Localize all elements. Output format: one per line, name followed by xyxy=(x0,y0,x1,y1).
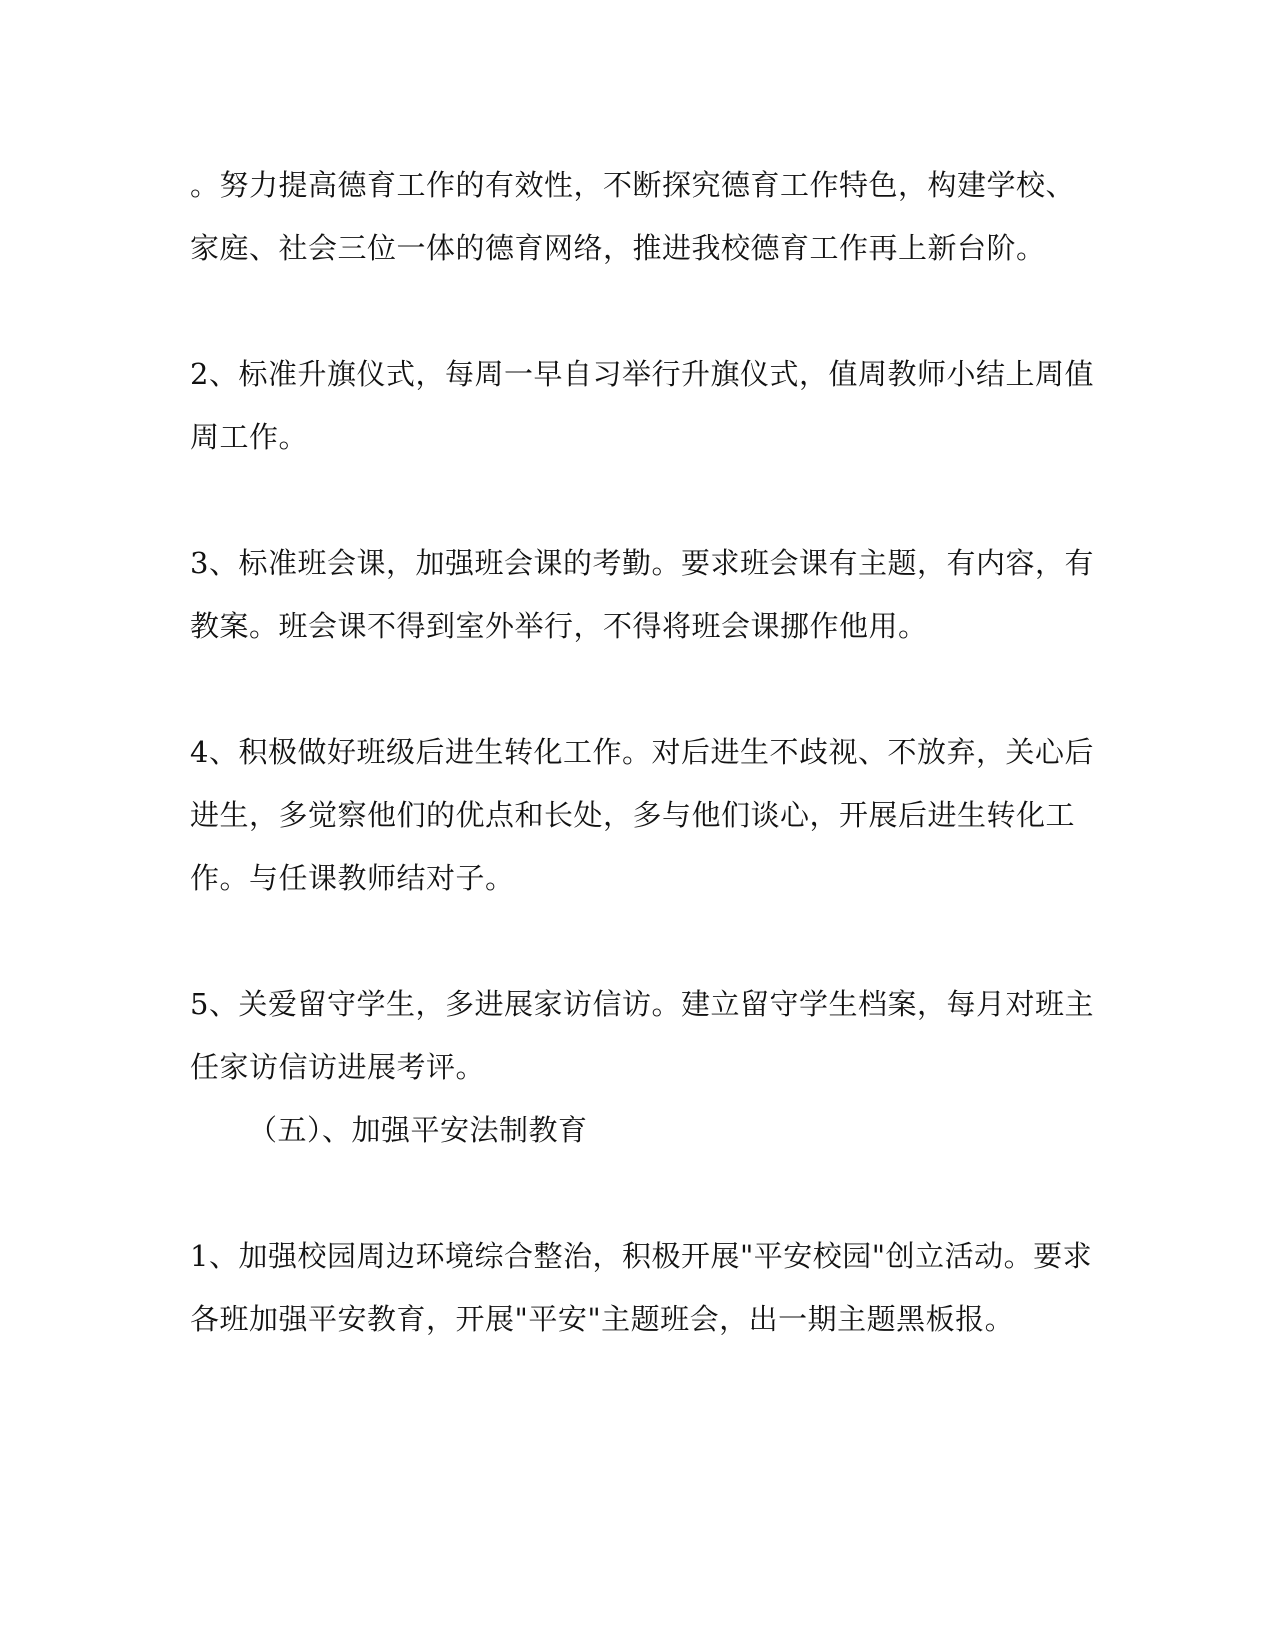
paragraph-2-line-2: 周工作。 xyxy=(190,420,309,454)
paragraph-5-line-1: 5、关爱留守学生，多进展家访信访。建立留守学生档案，每月对班主 xyxy=(190,987,1094,1021)
paragraph-4-line-1: 4、积极做好班级后进生转化工作。对后进生不歧视、不放弃，关心后 xyxy=(190,735,1094,769)
paragraph-6-line-1: 1、加强校园周边环境综合整治，积极开展"平安校园"创立活动。要求 xyxy=(190,1239,1093,1273)
section-heading: （五）、加强平安法制教育 xyxy=(248,1113,588,1147)
paragraph-3-line-1: 3、标准班会课，加强班会课的考勤。要求班会课有主题，有内容，有 xyxy=(190,546,1094,580)
paragraph-4-line-3: 作。与任课教师结对子。 xyxy=(190,861,515,895)
paragraph-1-line-1: 。努力提高德育工作的有效性，不断探究德育工作特色，构建学校、 xyxy=(190,168,1076,202)
paragraph-1-line-2: 家庭、社会三位一体的德育网络，推进我校德育工作再上新台阶。 xyxy=(190,231,1046,265)
paragraph-3-line-2: 教案。班会课不得到室外举行，不得将班会课挪作他用。 xyxy=(190,609,928,643)
paragraph-4-line-2: 进生，多觉察他们的优点和长处，多与他们谈心，开展后进生转化工 xyxy=(190,798,1076,832)
paragraph-5-line-2: 任家访信访进展考评。 xyxy=(190,1050,486,1084)
paragraph-6-line-2: 各班加强平安教育，开展"平安"主题班会，出一期主题黑板报。 xyxy=(190,1302,1015,1336)
paragraph-2-line-1: 2、标准升旗仪式，每周一早自习举行升旗仪式，值周教师小结上周值 xyxy=(190,357,1094,391)
